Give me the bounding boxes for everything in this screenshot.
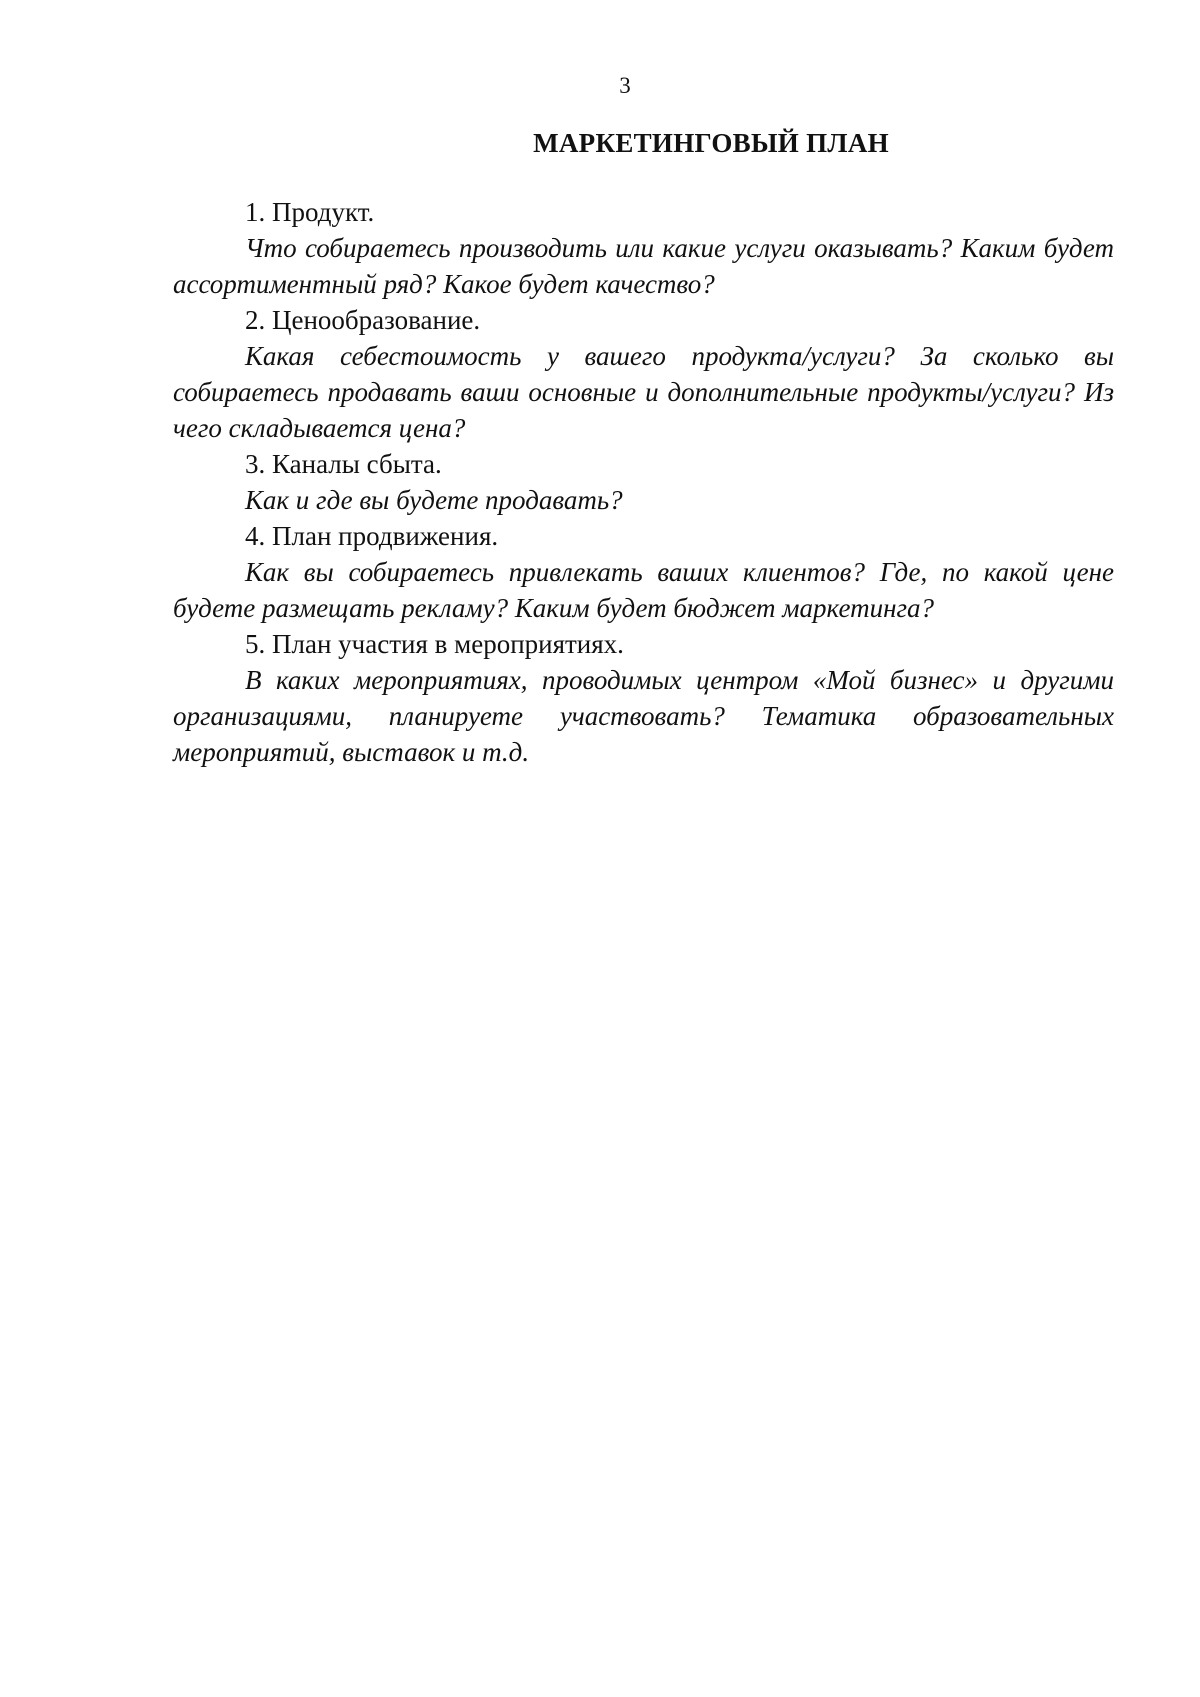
- section-question: Как и где вы будете продавать?: [245, 485, 623, 515]
- section-question: Что собираетесь производить или какие услуги оказывать? Каким будет ассортиментный ряд? Какое будет качество?: [173, 233, 1114, 299]
- section-heading: 1. Продукт.: [245, 197, 375, 227]
- section-promotion-plan: [173, 518, 1114, 626]
- section-question: Какая себестоимость у вашего продукта/услуги? За сколько вы собираетесь продавать ваши основные и дополнительные продукты/услуги? Из чего складывается цена?: [173, 341, 1114, 443]
- section-heading: 2. Ценообразование.: [245, 305, 481, 335]
- section-pricing: [173, 302, 1114, 446]
- section-product: [173, 194, 1114, 302]
- section-sales-channels: [173, 446, 1114, 518]
- section-question: Как вы собираетесь привлекать ваших клиентов? Где, по какой цене будете размещать рекламу? Каким будет бюджет маркетинга?: [173, 557, 1114, 623]
- section-events-plan: [173, 626, 1114, 770]
- document-body: [173, 126, 1114, 770]
- document-title: МАРКЕТИНГОВЫЙ ПЛАН: [533, 128, 889, 158]
- section-heading: 4. План продвижения.: [245, 521, 499, 551]
- section-question: В каких мероприятиях, проводимых центром «Мой бизнес» и другими организациями, планируете участвовать? Тематика образовательных мероприятий, выставок и т.д.: [173, 665, 1114, 767]
- section-heading: 5. План участия в мероприятиях.: [245, 629, 624, 659]
- section-heading: 3. Каналы сбыта.: [245, 449, 442, 479]
- page-number: 3: [619, 73, 631, 98]
